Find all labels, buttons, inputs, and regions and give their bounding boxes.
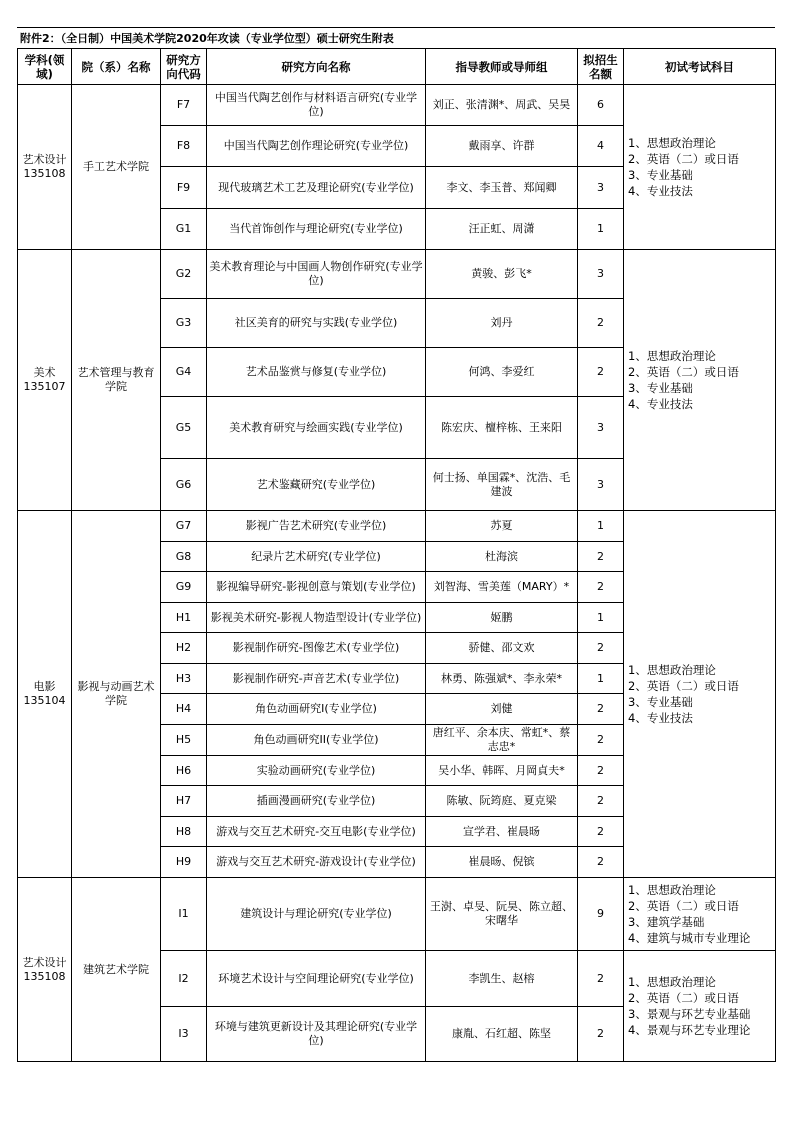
header-school: 院（系）名称 bbox=[72, 49, 161, 85]
direction-name-cell: 环境与建筑更新设计及其理论研究(专业学位) bbox=[207, 1007, 426, 1062]
tutors-cell: 林勇、陈强斌*、李永荣* bbox=[426, 664, 578, 694]
direction-name-cell: 角色动画研究II(专业学位) bbox=[207, 725, 426, 756]
tutors-cell: 刘智海、雪美莲（MARY）* bbox=[426, 572, 578, 603]
tutors-cell: 杜海滨 bbox=[426, 542, 578, 572]
quota-cell: 2 bbox=[578, 694, 624, 725]
direction-name-cell: 游戏与交互艺术研究-游戏设计(专业学位) bbox=[207, 847, 426, 878]
header-row bbox=[18, 49, 776, 85]
discipline-cell: 艺术设计 135108 bbox=[18, 85, 72, 250]
direction-name-cell: 美术教育理论与中国画人物创作研究(专业学位) bbox=[207, 250, 426, 299]
quota-cell: 4 bbox=[578, 126, 624, 167]
exam-subject-line: 2、英语（二）或日语 bbox=[628, 679, 739, 693]
tutors-cell: 戴雨享、许群 bbox=[426, 126, 578, 167]
tutors-cell: 李文、李玉普、郑闻卿 bbox=[426, 167, 578, 209]
direction-code-cell: F7 bbox=[161, 85, 207, 126]
document-title: 附件2：（全日制）中国美术学院2020年攻读（专业学位型）硕士研究生附表 bbox=[17, 27, 775, 48]
tutors-cell: 何鸿、李爱红 bbox=[426, 348, 578, 397]
tutors-cell: 吴小华、韩晖、月岡貞夫* bbox=[426, 756, 578, 786]
quota-cell: 2 bbox=[578, 847, 624, 878]
header-discipline: 学科(领域) bbox=[18, 49, 72, 85]
school-cell: 建筑艺术学院 bbox=[72, 878, 161, 1062]
direction-name-cell: 艺术品鉴赏与修复(专业学位) bbox=[207, 348, 426, 397]
tutors-cell: 姬鹏 bbox=[426, 603, 578, 633]
direction-name-cell: 角色动画研究I(专业学位) bbox=[207, 694, 426, 725]
tutors-cell: 崔晨旸、倪镔 bbox=[426, 847, 578, 878]
quota-cell: 1 bbox=[578, 511, 624, 542]
exam-subject-line: 1、思想政治理论 bbox=[628, 663, 716, 677]
quota-cell: 1 bbox=[578, 209, 624, 250]
direction-code-cell: G3 bbox=[161, 299, 207, 348]
exam-subject-line: 1、思想政治理论 bbox=[628, 349, 716, 363]
direction-code-cell: H8 bbox=[161, 817, 207, 847]
direction-code-cell: G8 bbox=[161, 542, 207, 572]
school-cell: 影视与动画艺术学院 bbox=[72, 511, 161, 878]
direction-code-cell: G2 bbox=[161, 250, 207, 299]
direction-name-cell: 游戏与交互艺术研究-交互电影(专业学位) bbox=[207, 817, 426, 847]
direction-code-cell: G5 bbox=[161, 397, 207, 459]
discipline-cell: 电影 135104 bbox=[18, 511, 72, 878]
header-exam-subjects: 初试考试科目 bbox=[624, 49, 776, 85]
direction-code-cell: I1 bbox=[161, 878, 207, 951]
tutors-cell: 刘丹 bbox=[426, 299, 578, 348]
direction-name-cell: 影视制作研究-图像艺术(专业学位) bbox=[207, 633, 426, 664]
tutors-cell: 何士扬、单国霖*、沈浩、毛建波 bbox=[426, 459, 578, 511]
exam-subject-line: 1、思想政治理论 bbox=[628, 136, 716, 150]
exam-subject-line: 4、专业技法 bbox=[628, 184, 693, 198]
quota-cell: 2 bbox=[578, 1007, 624, 1062]
tutors-cell: 宣学君、崔晨旸 bbox=[426, 817, 578, 847]
table-row bbox=[18, 85, 776, 126]
discipline-cell: 美术 135107 bbox=[18, 250, 72, 511]
exam-subject-line: 1、思想政治理论 bbox=[628, 883, 716, 897]
direction-name-cell: 中国当代陶艺创作理论研究(专业学位) bbox=[207, 126, 426, 167]
direction-code-cell: F9 bbox=[161, 167, 207, 209]
tutors-cell: 骄健、邵文欢 bbox=[426, 633, 578, 664]
header-code: 研究方向代码 bbox=[161, 49, 207, 85]
direction-name-cell: 实验动画研究(专业学位) bbox=[207, 756, 426, 786]
quota-cell: 2 bbox=[578, 542, 624, 572]
quota-cell: 2 bbox=[578, 299, 624, 348]
direction-code-cell: H2 bbox=[161, 633, 207, 664]
exam-subject-line: 3、景观与环艺专业基础 bbox=[628, 1007, 751, 1021]
quota-cell: 2 bbox=[578, 786, 624, 817]
direction-name-cell: 社区美育的研究与实践(专业学位) bbox=[207, 299, 426, 348]
direction-name-cell: 建筑设计与理论研究(专业学位) bbox=[207, 878, 426, 951]
exam-subject-line: 3、专业基础 bbox=[628, 695, 693, 709]
exam-subject-line: 4、景观与环艺专业理论 bbox=[628, 1023, 751, 1037]
direction-name-cell: 影视美术研究-影视人物造型设计(专业学位) bbox=[207, 603, 426, 633]
tutors-cell: 陈宏庆、檀梓栋、王来阳 bbox=[426, 397, 578, 459]
header-tutors: 指导教师或导师组 bbox=[426, 49, 578, 85]
table-row bbox=[18, 250, 776, 299]
exam-subjects-cell bbox=[624, 878, 776, 951]
direction-code-cell: F8 bbox=[161, 126, 207, 167]
direction-code-cell: H3 bbox=[161, 664, 207, 694]
tutors-cell: 汪正虹、周潇 bbox=[426, 209, 578, 250]
tutors-cell: 陈敏、阮筠庭、夏克梁 bbox=[426, 786, 578, 817]
quota-cell: 9 bbox=[578, 878, 624, 951]
direction-code-cell: G1 bbox=[161, 209, 207, 250]
quota-cell: 3 bbox=[578, 167, 624, 209]
school-cell: 艺术管理与教育学院 bbox=[72, 250, 161, 511]
header-quota: 拟招生名额 bbox=[578, 49, 624, 85]
direction-name-cell: 插画漫画研究(专业学位) bbox=[207, 786, 426, 817]
school-cell: 手工艺术学院 bbox=[72, 85, 161, 250]
document-sheet bbox=[17, 27, 775, 1062]
quota-cell: 2 bbox=[578, 572, 624, 603]
direction-name-cell: 艺术鉴藏研究(专业学位) bbox=[207, 459, 426, 511]
tutors-cell: 苏夏 bbox=[426, 511, 578, 542]
admissions-table bbox=[17, 48, 776, 1062]
table-row bbox=[18, 878, 776, 951]
tutors-cell: 刘健 bbox=[426, 694, 578, 725]
direction-code-cell: G7 bbox=[161, 511, 207, 542]
table-row bbox=[18, 511, 776, 542]
quota-cell: 3 bbox=[578, 397, 624, 459]
direction-code-cell: G4 bbox=[161, 348, 207, 397]
exam-subject-line: 3、建筑学基础 bbox=[628, 915, 705, 929]
table-body bbox=[18, 85, 776, 1062]
exam-subjects-cell bbox=[624, 85, 776, 250]
quota-cell: 6 bbox=[578, 85, 624, 126]
tutors-cell: 李凯生、赵榕 bbox=[426, 951, 578, 1007]
exam-subjects-cell bbox=[624, 951, 776, 1062]
direction-name-cell: 影视广告艺术研究(专业学位) bbox=[207, 511, 426, 542]
direction-code-cell: I3 bbox=[161, 1007, 207, 1062]
quota-cell: 1 bbox=[578, 664, 624, 694]
quota-cell: 2 bbox=[578, 951, 624, 1007]
exam-subjects-cell bbox=[624, 250, 776, 511]
direction-name-cell: 现代玻璃艺术工艺及理论研究(专业学位) bbox=[207, 167, 426, 209]
exam-subject-line: 4、专业技法 bbox=[628, 397, 693, 411]
quota-cell: 2 bbox=[578, 756, 624, 786]
exam-subject-line: 2、英语（二）或日语 bbox=[628, 365, 739, 379]
quota-cell: 2 bbox=[578, 633, 624, 664]
tutors-cell: 康胤、石红超、陈坚 bbox=[426, 1007, 578, 1062]
direction-name-cell: 影视编导研究-影视创意与策划(专业学位) bbox=[207, 572, 426, 603]
exam-subject-line: 2、英语（二）或日语 bbox=[628, 152, 739, 166]
tutors-cell: 黄骏、彭飞* bbox=[426, 250, 578, 299]
exam-subject-line: 2、英语（二）或日语 bbox=[628, 991, 739, 1005]
direction-code-cell: H5 bbox=[161, 725, 207, 756]
exam-subject-line: 2、英语（二）或日语 bbox=[628, 899, 739, 913]
direction-name-cell: 当代首饰创作与理论研究(专业学位) bbox=[207, 209, 426, 250]
direction-name-cell: 环境艺术设计与空间理论研究(专业学位) bbox=[207, 951, 426, 1007]
direction-code-cell: H7 bbox=[161, 786, 207, 817]
direction-code-cell: H9 bbox=[161, 847, 207, 878]
direction-code-cell: I2 bbox=[161, 951, 207, 1007]
exam-subject-line: 4、建筑与城市专业理论 bbox=[628, 931, 751, 945]
header-direction: 研究方向名称 bbox=[207, 49, 426, 85]
tutors-cell: 唐红平、余本庆、常虹*、蔡志忠* bbox=[426, 725, 578, 756]
direction-name-cell: 美术教育研究与绘画实践(专业学位) bbox=[207, 397, 426, 459]
exam-subject-line: 3、专业基础 bbox=[628, 381, 693, 395]
quota-cell: 3 bbox=[578, 459, 624, 511]
direction-code-cell: H1 bbox=[161, 603, 207, 633]
direction-code-cell: G9 bbox=[161, 572, 207, 603]
direction-code-cell: H4 bbox=[161, 694, 207, 725]
exam-subject-line: 4、专业技法 bbox=[628, 711, 693, 725]
direction-code-cell: H6 bbox=[161, 756, 207, 786]
quota-cell: 1 bbox=[578, 603, 624, 633]
quota-cell: 2 bbox=[578, 725, 624, 756]
quota-cell: 2 bbox=[578, 348, 624, 397]
direction-code-cell: G6 bbox=[161, 459, 207, 511]
quota-cell: 2 bbox=[578, 817, 624, 847]
exam-subject-line: 3、专业基础 bbox=[628, 168, 693, 182]
direction-name-cell: 中国当代陶艺创作与材料语言研究(专业学位) bbox=[207, 85, 426, 126]
quota-cell: 3 bbox=[578, 250, 624, 299]
exam-subjects-cell bbox=[624, 511, 776, 878]
direction-name-cell: 纪录片艺术研究(专业学位) bbox=[207, 542, 426, 572]
discipline-cell: 艺术设计 135108 bbox=[18, 878, 72, 1062]
tutors-cell: 王澍、卓旻、阮昊、陈立超、宋曙华 bbox=[426, 878, 578, 951]
exam-subject-line: 1、思想政治理论 bbox=[628, 975, 716, 989]
tutors-cell: 刘正、张清渊*、周武、吴昊 bbox=[426, 85, 578, 126]
direction-name-cell: 影视制作研究-声音艺术(专业学位) bbox=[207, 664, 426, 694]
